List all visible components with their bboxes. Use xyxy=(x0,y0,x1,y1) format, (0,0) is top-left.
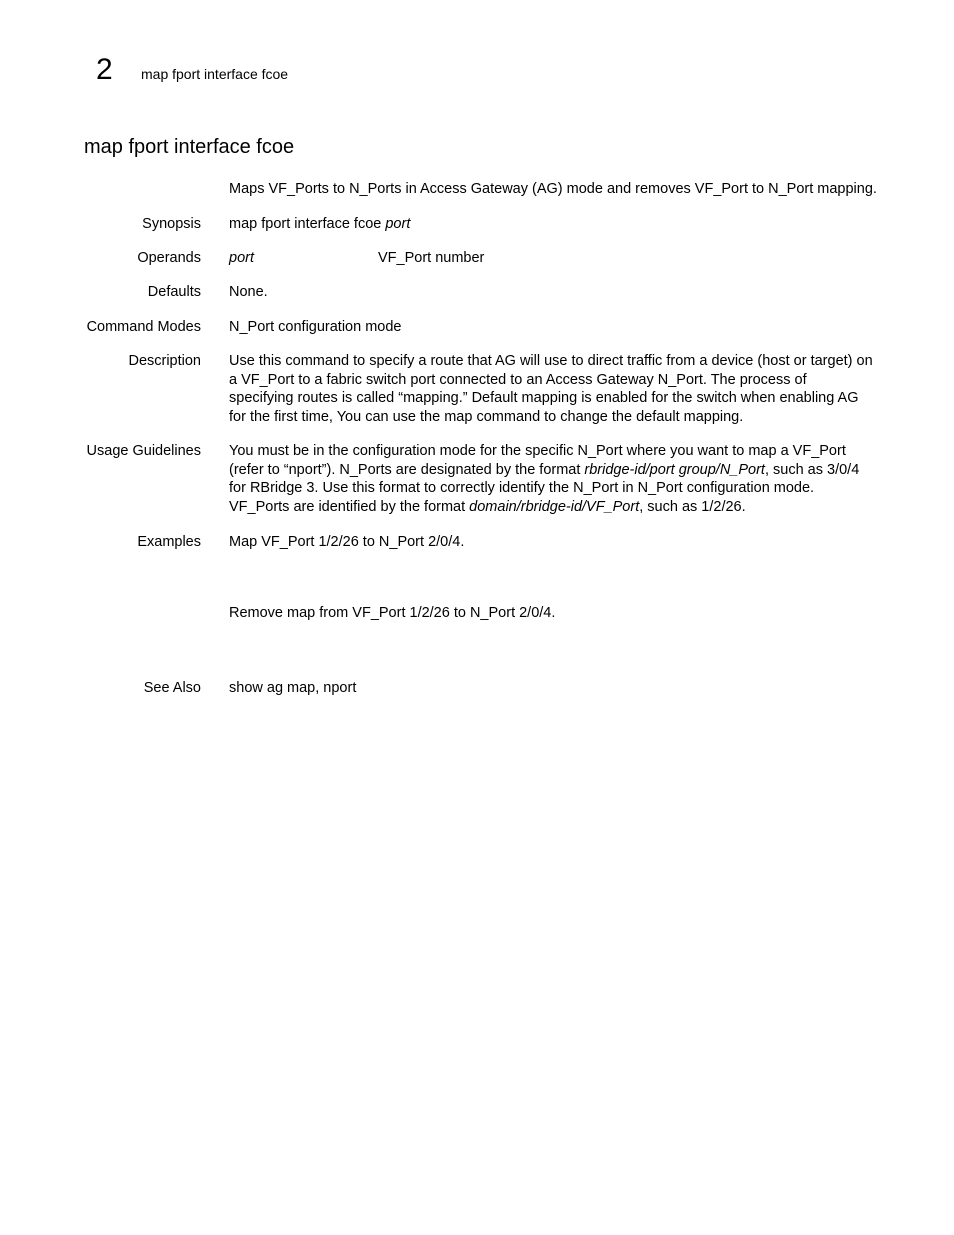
operand-name: port xyxy=(229,250,254,266)
page-title: map fport interface fcoe xyxy=(84,136,295,158)
intro-text: Maps VF_Ports to N_Ports in Access Gateway (AG) mode and removes VF_Port to N_Port mapping. xyxy=(229,181,877,197)
usage-format-vfport: domain/rbridge-id/VF_Port xyxy=(469,498,640,515)
example-item: Remove map from VF_Port 1/2/26 to N_Port 2/0/4. xyxy=(229,604,556,621)
synopsis-label: Synopsis xyxy=(142,216,201,232)
usage-content xyxy=(229,442,873,516)
defaults-content: None. xyxy=(229,284,268,300)
description-text-1: Use this command to specify a route that AG will use to direct traffic from a device (host or target) on a VF_Port to a fabric switch port connected to an Access Gateway N_Port. The process of specifying routes is called “mapping.” Default mapping is enabled for the switch when enabling AG for the first time, You can use the xyxy=(229,353,873,425)
command-modes-label: Command Modes xyxy=(86,319,201,335)
see-also-content: show ag map, nport xyxy=(229,680,357,696)
usage-label: Usage Guidelines xyxy=(86,443,201,459)
examples-content xyxy=(229,533,873,622)
operand-description: VF_Port number xyxy=(378,250,485,266)
description-text-2: command to change the default mapping. xyxy=(472,408,744,425)
command-modes-content: N_Port configuration mode xyxy=(229,319,402,335)
usage-text-1: You must be in the configuration mode for the specific N_Port where you want to map a VF_Port (refer to “nport”). N_Ports are designated by the format xyxy=(229,443,846,478)
usage-text-3: , such as 1/2/26. xyxy=(639,498,746,515)
operands-content xyxy=(229,249,873,268)
description-content xyxy=(229,352,873,426)
examples-label: Examples xyxy=(137,534,201,550)
operands-label: Operands xyxy=(137,250,201,266)
defaults-label: Defaults xyxy=(147,284,201,300)
example-item: Map VF_Port 1/2/26 to N_Port 2/0/4. xyxy=(229,534,465,550)
synopsis-command: map fport interface fcoe xyxy=(229,216,386,232)
usage-format-nport: rbridge-id/port group/N_Port xyxy=(584,461,765,478)
description-label: Description xyxy=(128,353,201,369)
running-header: map fport interface fcoe xyxy=(141,66,289,82)
see-also-label: See Also xyxy=(143,680,201,696)
description-command: map xyxy=(444,408,473,425)
usage-text-2: , such as 3/0/4 for RBridge 3. Use this format to correctly identify the N_Port in N_Port configuration mode. VF_Ports are identified by the format xyxy=(229,461,860,515)
synopsis-content xyxy=(229,215,873,234)
chapter-number: 2 xyxy=(96,53,113,86)
synopsis-arg: port xyxy=(385,216,411,232)
